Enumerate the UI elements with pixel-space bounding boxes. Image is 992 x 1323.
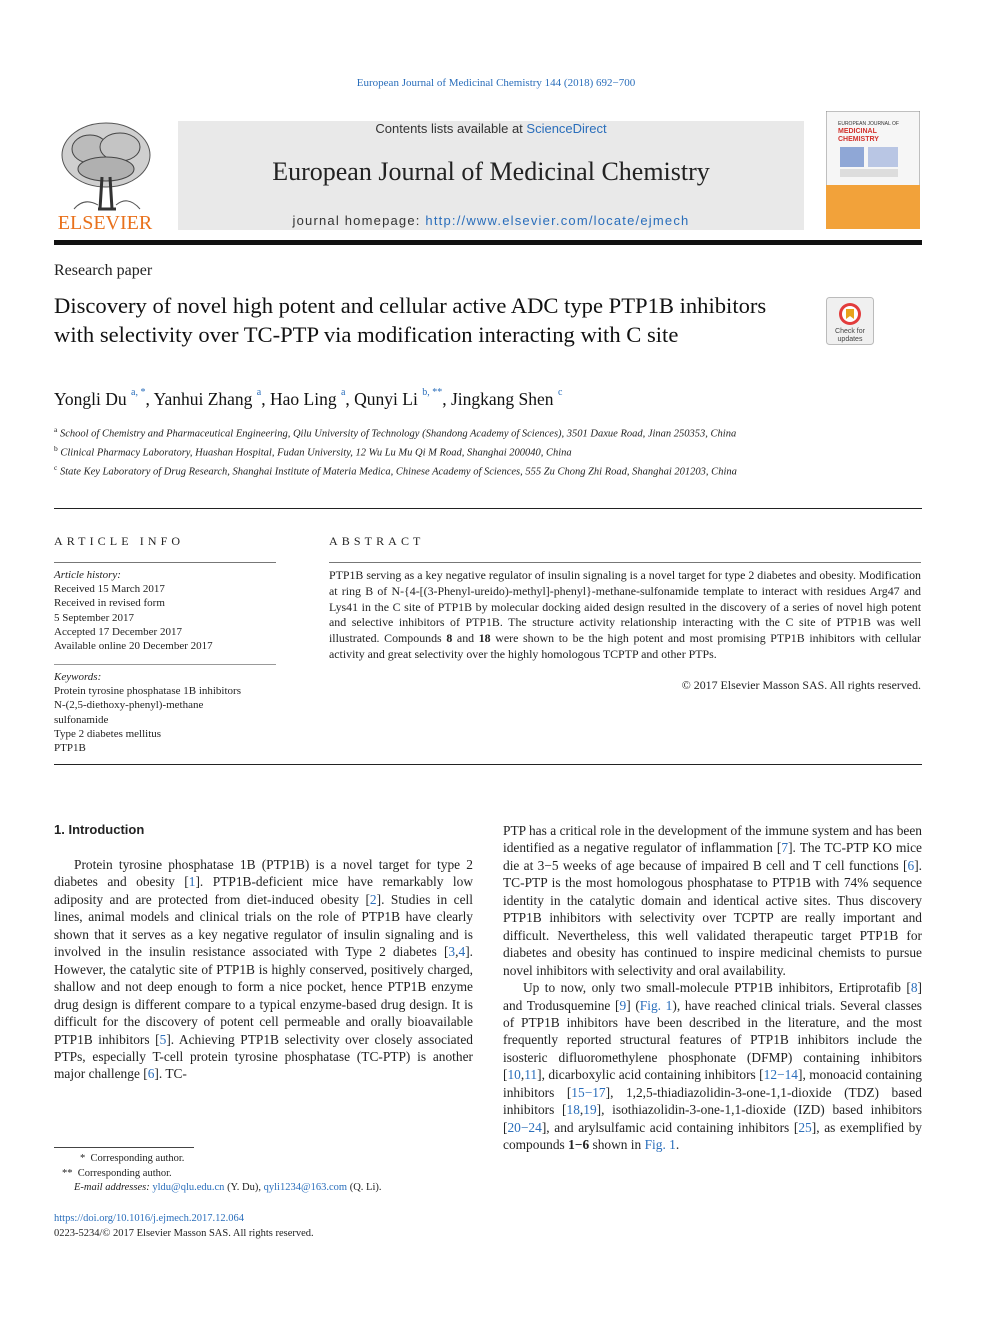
elsevier-tree-logo <box>54 117 156 233</box>
citation-link[interactable]: 20−24 <box>507 1119 542 1135</box>
text-run: , <box>455 944 459 960</box>
citation-link[interactable]: 2 <box>369 891 377 907</box>
footnotes: * Corresponding author. ** Corresponding author. E-mail addresses: yldu@qlu.edu.cn (Y. Du), qyli1234@163.com (Q. Li). <box>62 1153 382 1193</box>
citation-link[interactable]: 5 <box>159 1031 167 1047</box>
text-run: ], dicarboxylic acid containing inhibitors [ <box>537 1067 764 1083</box>
email-link[interactable]: yldu@qlu.edu.cn <box>152 1182 225 1193</box>
journal-name: European Journal of Medicinal Chemistry <box>272 157 710 186</box>
article-info-heading: ARTICLE INFO <box>54 534 185 548</box>
text-run: shown in <box>589 1137 645 1153</box>
text-run: ], 1,2,5-thiadiazolidin-3-one-1,1-dioxide (TDZ) based inhibitors [ <box>503 1084 922 1118</box>
article-type: Research paper <box>54 262 153 279</box>
header-rule <box>54 240 922 245</box>
divider <box>329 562 921 563</box>
section-heading: 1. Introduction <box>54 822 145 837</box>
text-run: ]. However, the catalytic site of PTP1B is highly conserved, positively charged, shallow and not deep enough to form a nice pocket, hence PTP1B enzyme drug design is different compare to a typical enzyme-based drug design. It is difficult for the discovery of potent cell permeable and orally bioavailable PTP1B inhibitors [ <box>54 944 473 1047</box>
citation-link[interactable]: 3 <box>448 944 456 960</box>
doi-block <box>54 1211 474 1241</box>
text-run: ]. Studies in cell lines, animal models and clinical trials on the role of PTP1B have clearly shown that it serves as a key negative regulator of insulin signaling and is involved in the insulin resistance associated with Type 2 diabetes [ <box>54 891 473 960</box>
author[interactable]: Hao Ling $^a$, <box>270 387 355 409</box>
author-list <box>54 389 562 410</box>
divider <box>54 562 276 563</box>
text-run: ] ( <box>626 997 640 1013</box>
body-column-left <box>54 856 473 1083</box>
svg-text:EUROPEAN JOURNAL OF: EUROPEAN JOURNAL OF <box>838 121 899 127</box>
citation-link[interactable]: 4 <box>458 944 466 960</box>
text-run: ], as exemplified by compounds <box>503 1119 922 1153</box>
paragraph <box>503 822 922 979</box>
citation-link[interactable]: 18 <box>566 1102 580 1118</box>
text-run: 1 <box>568 1137 575 1153</box>
abstract-copyright: © 2017 Elsevier Masson SAS. All rights reserved. <box>681 678 921 692</box>
citation-link[interactable]: 7 <box>781 840 789 856</box>
author[interactable]: Qunyi Li $^{b, **}$, <box>354 387 451 409</box>
citation-link[interactable]: 25 <box>798 1119 812 1135</box>
abstract-heading: ABSTRACT <box>329 534 425 548</box>
journal-homepage: journal homepage: http://www.elsevier.com/locate/ejmech <box>292 213 690 228</box>
doi-link[interactable]: https://doi.org/10.1016/j.ejmech.2017.12.064 <box>54 1213 244 1224</box>
text-run: − <box>574 1137 583 1153</box>
citation-link[interactable]: Fig. 1 <box>644 1137 676 1153</box>
citation-link[interactable]: 9 <box>619 997 627 1013</box>
affiliation-b: $^b$ Clinical Pharmacy Laboratory, Huashan Hospital, Fudan University, 12 Wu Lu Mu Qi M Road, Shanghai 200040, China <box>54 444 572 459</box>
divider <box>54 508 922 509</box>
citation-link[interactable]: 8 <box>910 980 918 996</box>
text-run: ]. PTP1B-deficient mice have remarkably low adiposity and are protected from diet-induced obesity [ <box>54 874 473 907</box>
citation-link[interactable]: 11 <box>524 1067 538 1083</box>
issn-line: 0223-5234/© 2017 Elsevier Masson SAS. All rights reserved. <box>54 1228 314 1239</box>
divider <box>54 664 276 665</box>
author[interactable]: Yongli Du $^{a, *}$, <box>54 387 154 409</box>
text-run: Up to now, only two small-molecule PTP1B inhibitors, Ertiprotafib [ <box>523 980 911 996</box>
email-link[interactable]: qyli1234@163.com <box>263 1182 348 1193</box>
body-column-right <box>503 822 922 1154</box>
text-run: ]. TC- <box>154 1066 187 1082</box>
text-run: , <box>579 1102 584 1118</box>
article-history: Article history: Received 15 March 2017 Received in revised form 5 September 2017 Accepted 17 December 2017 Available online 20 December 2017 <box>54 569 213 653</box>
author[interactable]: Yanhui Zhang $^a$, <box>153 387 270 409</box>
text-run: PTP has a critical role in the development of the immune system and has been identified as a negative regulator of inflammation [ <box>503 823 922 856</box>
elsevier-wordmark: ELSEVIER <box>57 212 153 233</box>
text-run: , <box>520 1067 525 1083</box>
text-run: 6 <box>582 1137 590 1153</box>
check-for-updates-badge[interactable] <box>826 297 874 345</box>
citation-link[interactable]: 10 <box>507 1067 521 1083</box>
svg-text:CHEMISTRY: CHEMISTRY <box>838 136 879 143</box>
text-run: ], isothiazolidin-3-one-1,1-dioxide (IZD) based inhibitors [ <box>503 1102 922 1135</box>
text-run: ] and Trodusquemine [ <box>503 980 922 1013</box>
citation-link[interactable]: 6 <box>907 857 915 873</box>
citation-link[interactable]: 12−14 <box>763 1067 798 1083</box>
text-run: ]. Achieving PTP1B selectivity over closely associated PTPs, especially T-cell protein tyrosine phosphatase (TC-PTP) is another major challenge [ <box>54 1031 473 1082</box>
author[interactable]: Jingkang Shen $^c$ <box>450 387 563 409</box>
text-run: ]. The TC-PTP KO mice die at 3−5 weeks of age because of impaired B cell and T cell functions [ <box>503 840 922 873</box>
contents-line: Contents lists available at ScienceDirect <box>375 121 607 136</box>
paragraph <box>503 979 922 1154</box>
affiliation-c: $^c$ State Key Laboratory of Drug Research, Shanghai Institute of Materia Medica, Chinese Academy of Sciences, 555 Zu Chong Zhi Road, Shanghai 201203, China <box>54 463 737 478</box>
footnote-rule <box>54 1147 194 1148</box>
article-title: Discovery of novel high potent and cellular active ADC type PTP1B inhibitors with selectivity over TC-PTP via modification interacting with C site <box>54 293 767 347</box>
svg-text:updates: updates <box>837 336 863 343</box>
abstract-text: PTP1B serving as a key negative regulator of insulin signaling is a novel target for type 2 diabetes and obesity. Modification at ring B of N-{4-[(3-Phenyl-ureido)-methyl]-phenyl}-methane-sulfonamide template to interact with residues Arg47 and Lys41 in the C site of PTP1B by molecular docking aided design resulted in the discovery of a series of novel high potent and selective inhibitors of PTP1B. The structure activity relationship interacting with the C site of PTP1B was well illustrated. Compounds 8 and 18 were shown to be the high potent and most promising PTP1B inhibitors with cellular activity and great selectivity over the highly homologous TCPTP and other PTPs. <box>329 568 921 661</box>
sciencedirect-link[interactable]: ScienceDirect <box>526 121 607 136</box>
text-run: ], and arylsulfamic acid containing inhibitors [ <box>541 1119 799 1135</box>
svg-text:MEDICINAL: MEDICINAL <box>838 128 877 135</box>
text-run: ), have reached clinical trials. Several classes of PTP1B inhibitors have been described in the literature, and the most frequently reported structural features of PTP1B inhibitors include the isosteric difluoromethylene phosphonate (DFMP) containing inhibitors [ <box>503 997 922 1083</box>
citation-link[interactable]: 1 <box>188 874 196 890</box>
divider <box>54 764 922 765</box>
homepage-link[interactable]: http://www.elsevier.com/locate/ejmech <box>425 213 690 228</box>
paragraph <box>54 856 473 1083</box>
citation-link[interactable]: 15−17 <box>571 1084 606 1100</box>
journal-reference[interactable]: European Journal of Medicinal Chemistry 144 (2018) 692−700 <box>356 77 636 89</box>
text-run: . <box>675 1137 680 1153</box>
journal-cover-image <box>826 111 920 229</box>
citation-link[interactable]: Fig. 1 <box>639 997 673 1013</box>
keywords: Keywords: Protein tyrosine phosphatase 1B inhibitors N-(2,5-diethoxy-phenyl)-methane sulfonamide Type 2 diabetes mellitus PTP1B <box>54 671 241 755</box>
affiliations <box>54 423 814 480</box>
text-run: ], monoacid containing inhibitors [ <box>503 1067 922 1100</box>
affiliation-a: $^a$ School of Chemistry and Pharmaceutical Engineering, Qilu University of Technology (Shandong Academy of Sciences), 3501 Daxue Road, Jinan 250353, China <box>54 425 737 440</box>
svg-text:Check for: Check for <box>835 328 865 335</box>
citation-link[interactable]: 6 <box>147 1066 155 1082</box>
citation-link[interactable]: 19 <box>583 1102 597 1118</box>
text-run: Protein tyrosine phosphatase 1B (PTP1B) is a novel target for type 2 diabetes and obesity [ <box>54 857 473 890</box>
text-run: ]. TC-PTP is the most homologous phosphatase to PTP1B with 74% sequence identity in the catalytic domain and identical active sites. Thus discovery PTP1B inhibitors with selectivity over TCPTP are really important and difficult. Nevertheless, this well validated therapeutic target PTP1B for diabetes and obesity has continued to inspire medicinal chemists to pursue novel inhibitors with selectivity and oral availability. <box>503 857 922 978</box>
